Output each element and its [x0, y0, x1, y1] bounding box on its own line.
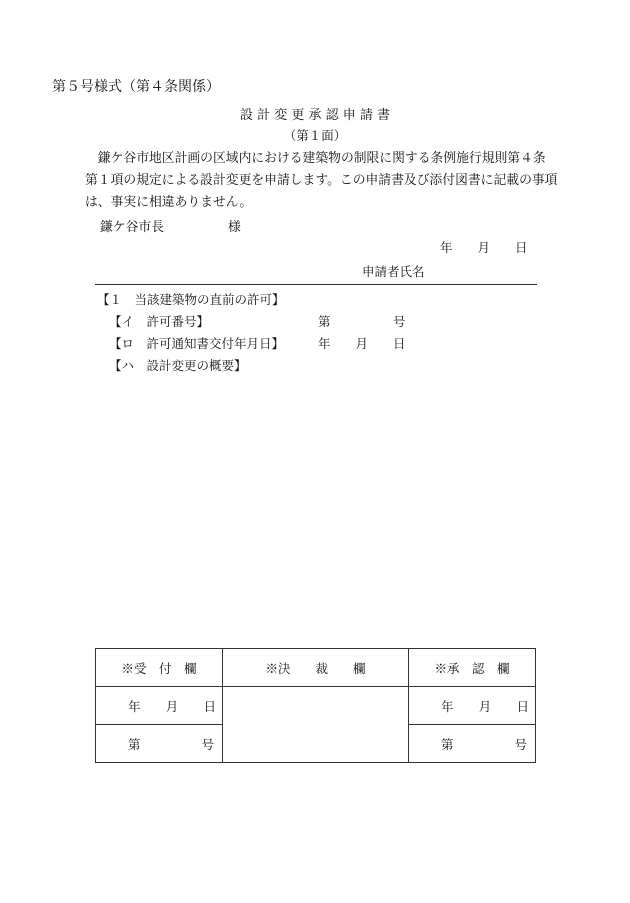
change-summary-label: 【ハ 設計変更の概要】: [109, 358, 247, 373]
approval-number-cell: [409, 725, 536, 763]
day-label: 日: [516, 698, 529, 714]
declaration-line-3: は、事実に相違ありません。: [85, 195, 253, 210]
applicant-name-label: 申請者氏名: [362, 264, 425, 279]
office-use-table: [95, 648, 536, 763]
year-label: 年: [128, 698, 141, 714]
approval-decision-header: ※決 裁 欄: [223, 649, 409, 687]
reception-number-cell: [96, 725, 223, 763]
declaration-line-2: 第１項の規定による設計変更を申請します。この申請書及び添付図書に記載の事項: [85, 173, 558, 188]
approval-date-cell: [409, 687, 536, 725]
dai-label: 第: [128, 736, 141, 752]
month-label: 月: [165, 698, 179, 714]
permit-date-value: 年 月 日: [318, 336, 406, 351]
approval-header: ※承 認 欄: [409, 649, 536, 687]
document-subtitle: （第１面）: [283, 128, 347, 143]
divider-line: [95, 284, 537, 285]
gou-label: 号: [201, 736, 214, 752]
gou-label: 号: [514, 736, 527, 752]
addressee: 鎌ケ谷市長 様: [100, 220, 241, 235]
reception-header: ※受 付 欄: [96, 649, 223, 687]
decision-cell: [223, 687, 409, 763]
table-row: [96, 649, 536, 687]
document-title: 設 計 変 更 承 認 申 請 書: [239, 108, 391, 123]
permit-number-label: 【イ 許可番号】: [109, 314, 210, 329]
permit-number-value: 第 号: [318, 314, 406, 329]
declaration-text: [85, 148, 558, 214]
application-date: 年 月 日: [440, 240, 528, 255]
month-label: 月: [478, 698, 492, 714]
year-label: 年: [441, 698, 454, 714]
reception-date-cell: [96, 687, 223, 725]
dai-label: 第: [441, 736, 454, 752]
day-label: 日: [203, 698, 216, 714]
declaration-line-1: 鎌ケ谷市地区計画の区域内における建築物の制限に関する条例施行規則第４条: [85, 151, 546, 166]
section-1-heading: 【１ 当該建築物の直前の許可】: [97, 292, 285, 307]
permit-date-label: 【ロ 許可通知書交付年月日】: [109, 336, 285, 351]
table-row: [96, 687, 536, 725]
form-number: 第５号様式（第４条関係）: [52, 79, 220, 95]
